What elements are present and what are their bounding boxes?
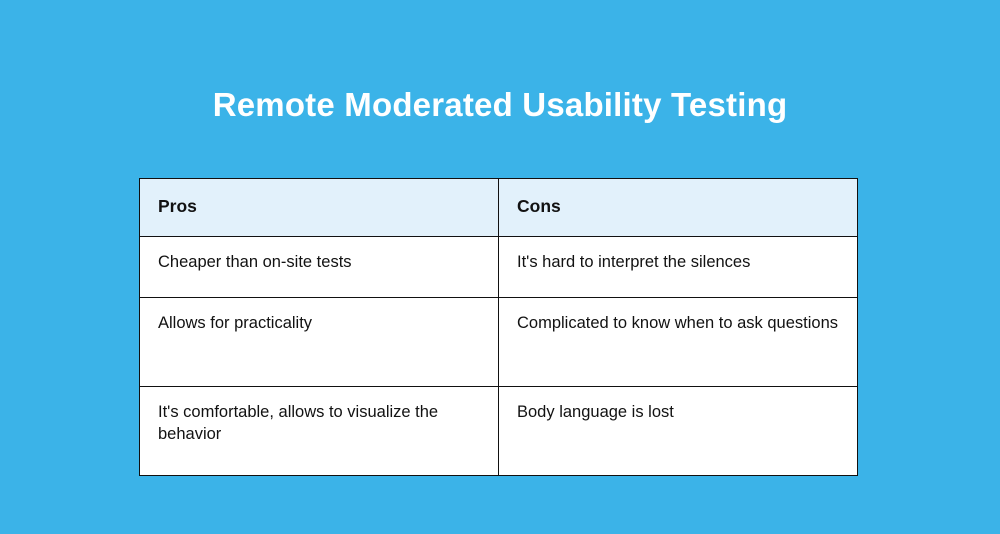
table-row — [140, 236, 858, 297]
cell-pros-1 — [140, 236, 499, 297]
cell-pros-3 — [140, 386, 499, 475]
table-header — [140, 179, 858, 237]
page-title: Remote Moderated Usability Testing — [212, 86, 788, 123]
table-body — [140, 236, 858, 475]
pros-cons-table — [139, 178, 858, 476]
cell-cons-1 — [499, 236, 858, 297]
cell-pros-2 — [140, 297, 499, 386]
cell-text: Cheaper than on-site tests — [158, 252, 352, 271]
column-header-pros: Pros — [140, 179, 499, 237]
column-header-cons: Cons — [499, 179, 858, 237]
cell-text: Body language is lost — [517, 402, 674, 421]
cell-cons-2 — [499, 297, 858, 386]
cell-text: It's comfortable, allows to visualize the behavior — [158, 402, 439, 443]
pros-cons-table-container — [139, 178, 858, 476]
cell-text: It's hard to interpret the silences — [517, 252, 751, 271]
table-row — [140, 386, 858, 475]
table-row — [140, 297, 858, 386]
table-header-row — [140, 179, 858, 237]
cell-cons-3 — [499, 386, 858, 475]
cell-text: Complicated to know when to ask questions — [517, 313, 839, 332]
cell-text: Allows for practicality — [158, 313, 313, 332]
